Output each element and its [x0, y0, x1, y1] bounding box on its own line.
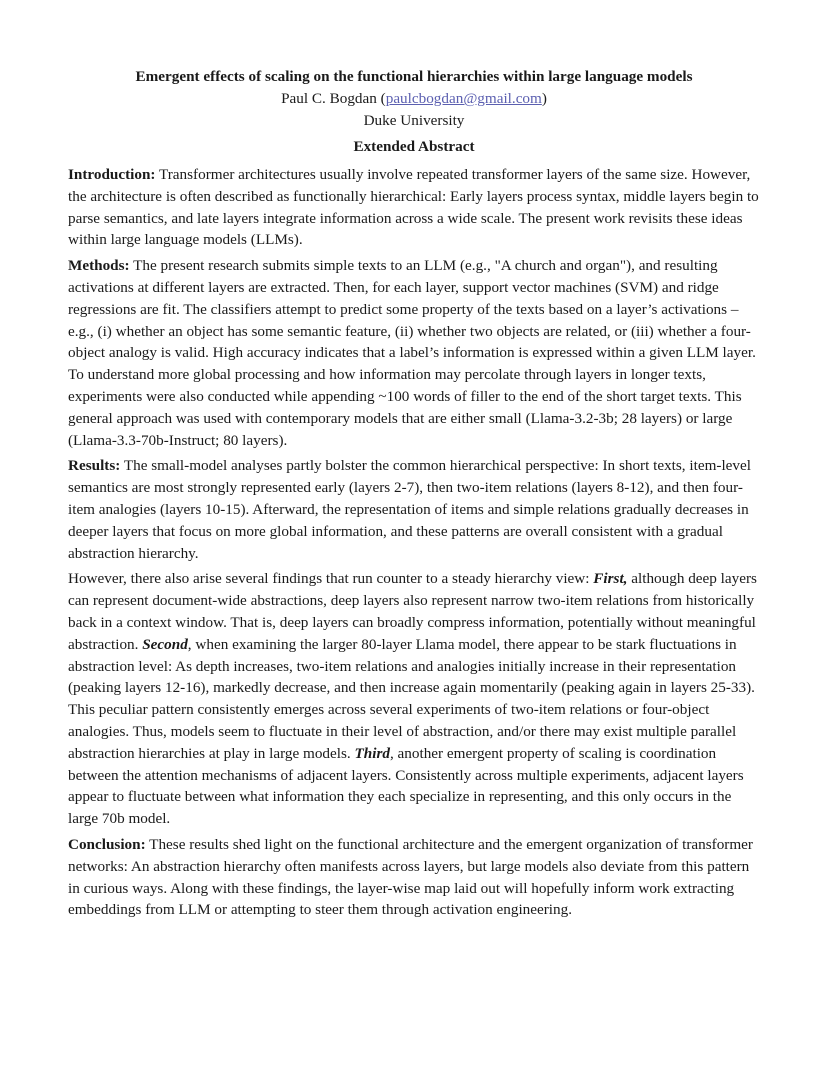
first-emphasis: First,	[593, 570, 628, 588]
however-text-4: , another emergent property of scaling is coordination between the attention mechanisms of adjacent layers. Consistently across multiple experiments, adjacent layers appear to fluctuate between what information they each specialize in representing, and this only occurs in the large 70b model.	[68, 744, 744, 828]
conclusion-text: These results shed light on the functional architecture and the emergent organization of transformer networks: An abstraction hierarchy often manifests across layers, but large models also deviate from this pattern in curious ways. Along with these findings, the layer-wise map laid out will hopefully inform work extracting embeddings from LLM or attempting to steer them through activation engineering.	[68, 835, 753, 919]
however-text-3: , when examining the larger 80-layer Llama model, there appear to be stark fluctuations in abstraction level: As depth increases, two-item relations and analogies initially increase in their representation (peaking layers 12-16), markedly decrease, and then increase again momentarily (peaking again in layers 25-33). This peculiar pattern consistently emerges across several experiments of two-item relations or four-object analogies. Thus, models seem to fluctuate in their level of abstraction, and/or there may exist multiple parallel abstraction hierarchies at play in large models.	[68, 635, 755, 762]
third-emphasis: Third	[354, 744, 390, 762]
author-line	[68, 88, 760, 110]
author-name: Paul C. Bogdan	[281, 90, 377, 107]
however-text-2: although deep layers can represent document-wide abstractions, deep layers also represent narrow two-item relations from historically back in a context window. That is, deep layers can broadly compress information, potentially without meaningful abstraction.	[68, 570, 757, 653]
paper-title: Emergent effects of scaling on the functional hierarchies within large language models	[135, 68, 693, 85]
results-paragraph	[68, 455, 760, 564]
section-heading: Extended Abstract	[353, 138, 475, 155]
second-emphasis: Second	[142, 635, 188, 653]
methods-text: The present research submits simple texts to an LLM (e.g., "A church and organ"), and resulting activations at different layers are extracted. Then, for each layer, support vector machines (SVM) and ridge regressions are fit. The classifiers attempt to predict some property of the texts based on a layer’s activations – e.g., (i) whether an object has some semantic feature, (ii) whether two objects are related, or (iii) whether a four-object analogy is valid. High accuracy indicates that a label’s information is expressed within a given LLM layer. To understand more global processing and how information may percolate through layers in longer texts, experiments were also conducted while appending ~100 words of filler to the end of the short target texts. This general approach was used with contemporary models that are either small (Llama-3.2-3b; 28 layers) or large (Llama-3.3-70b-Instruct; 80 layers).	[68, 257, 756, 449]
author-close-paren: )	[541, 90, 547, 107]
introduction-paragraph	[68, 164, 760, 251]
however-paragraph	[68, 568, 760, 830]
conclusion-label: Conclusion:	[68, 835, 146, 853]
author-email-link[interactable]: paulcbogdan@gmail.com	[385, 90, 542, 107]
introduction-text: Transformer architectures usually involve repeated transformer layers of the same size. However, the architecture is often described as functionally hierarchical: Early layers process syntax, middle layers begin to parse semantics, and late layers integrate information across a wide scale. The present work revisits these ideas within large language models (LLMs).	[68, 166, 759, 249]
conclusion-paragraph	[68, 834, 760, 921]
introduction-label: Introduction:	[68, 166, 156, 183]
methods-paragraph	[68, 255, 760, 451]
author-open-paren: (	[376, 90, 386, 107]
results-label: Results:	[68, 457, 121, 475]
results-text: The small-model analyses partly bolster the common hierarchical perspective: In short texts, item-level semantics are most strongly represented early (layers 2-7), then two-item relations (layers 8-12), and then four-item analogies (layers 10-15). Afterward, the representation of items and simple relations gradually decreases in deeper layers that focus on more global information, and these patterns are overall consistent with a gradual abstraction hierarchy.	[68, 457, 751, 562]
methods-label: Methods:	[68, 257, 130, 275]
affiliation: Duke University	[363, 112, 465, 129]
however-text-1: However, there also arise several findings that run counter to a steady hierarchy view:	[68, 570, 594, 588]
